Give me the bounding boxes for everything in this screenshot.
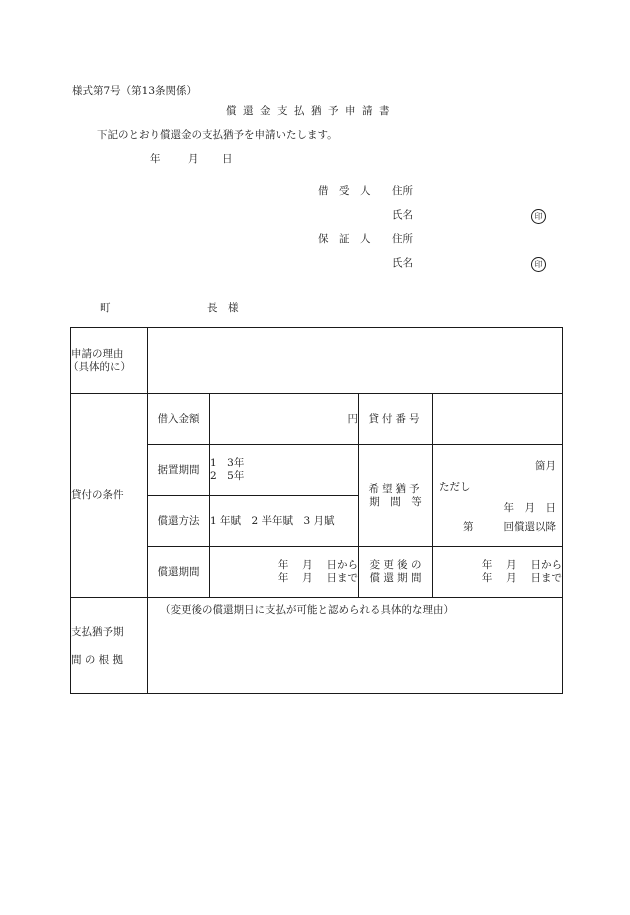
repayment-period-field[interactable]: [210, 547, 359, 598]
desired-postpone-label-2: 期 間 等: [369, 495, 422, 508]
changed-until: 年 月 日まで: [481, 572, 562, 584]
guarantor-seal-icon: 印: [531, 257, 546, 272]
repayment-until: 年 月 日まで: [277, 572, 358, 584]
basis-field[interactable]: [148, 598, 563, 694]
borrower-name-label: 氏名: [392, 209, 413, 221]
reason-label-2: （具体的に）: [68, 360, 131, 373]
desired-postpone-field[interactable]: [433, 445, 563, 547]
reason-field[interactable]: [148, 328, 563, 394]
conditions-label: 貸付の条件: [71, 394, 148, 598]
borrower-label: 借 受 人: [318, 185, 371, 197]
intro-text: 下記のとおり償還金の支払猶予を申請いたします。: [97, 129, 338, 141]
addressee-chief: 長 様: [207, 302, 239, 314]
loan-amount-field[interactable]: [210, 394, 359, 445]
grace-period-options[interactable]: [210, 445, 359, 496]
basis-label-1: 支払猶予期: [71, 625, 124, 638]
guarantor-name-label: 氏名: [392, 257, 413, 269]
date-day: 日: [222, 153, 233, 165]
loan-number-label: 貸付番号: [359, 394, 433, 445]
loan-amount-label: 借入金額: [148, 394, 210, 445]
changed-period-label-cell: [359, 547, 433, 598]
grace-period-label: 据置期間: [148, 445, 210, 496]
changed-period-label-1: 変 更 後 の: [369, 559, 422, 572]
reason-label-cell: [68, 328, 148, 394]
application-table: [70, 327, 563, 694]
installment-onwards: 回償還以降: [503, 521, 556, 533]
yen-unit: 円: [347, 412, 358, 425]
basis-label-cell: [71, 598, 148, 694]
addressee-town: 町: [100, 302, 111, 314]
borrower-seal-icon: 印: [531, 209, 546, 224]
repayment-method-options[interactable]: 1 年賦 2 半年賦 3 月賦: [210, 496, 359, 547]
desired-postpone-label-cell: [359, 445, 433, 547]
repayment-period-label: 償還期間: [148, 547, 210, 598]
repayment-from: 年 月 日から: [277, 559, 358, 572]
grace-option-1[interactable]: 1 3年: [210, 457, 245, 470]
desired-postpone-label-1: 希望猶予: [368, 482, 423, 495]
repayment-method-label: 償還方法: [148, 496, 210, 547]
document-title: 償還金支払猶予申請書: [226, 105, 396, 117]
date-ymd: 年 月 日: [503, 502, 556, 514]
changed-from: 年 月 日から: [481, 559, 562, 572]
basis-note: （変更後の償還期日に支払が可能と認められる具体的な理由）: [160, 604, 454, 616]
date-month: 月: [188, 153, 199, 165]
guarantor-label: 保 証 人: [318, 233, 371, 245]
loan-number-field[interactable]: [433, 394, 563, 445]
guarantor-address-label: 住所: [392, 233, 413, 245]
form-number: 様式第7号（第13条関係）: [72, 85, 198, 97]
however-text: ただし: [439, 481, 471, 493]
basis-label-2: 間 の 根 拠: [71, 653, 124, 666]
changed-period-label-2: 償 還 期 間: [369, 572, 422, 584]
date-year: 年: [150, 153, 161, 165]
months-unit: 箇月: [535, 460, 556, 472]
changed-period-field[interactable]: [433, 547, 563, 598]
borrower-address-label: 住所: [392, 185, 413, 197]
grace-option-2[interactable]: 2 5年: [210, 470, 245, 482]
reason-label-1: 申請の理由: [71, 347, 124, 360]
dai-text: 第: [463, 521, 474, 533]
